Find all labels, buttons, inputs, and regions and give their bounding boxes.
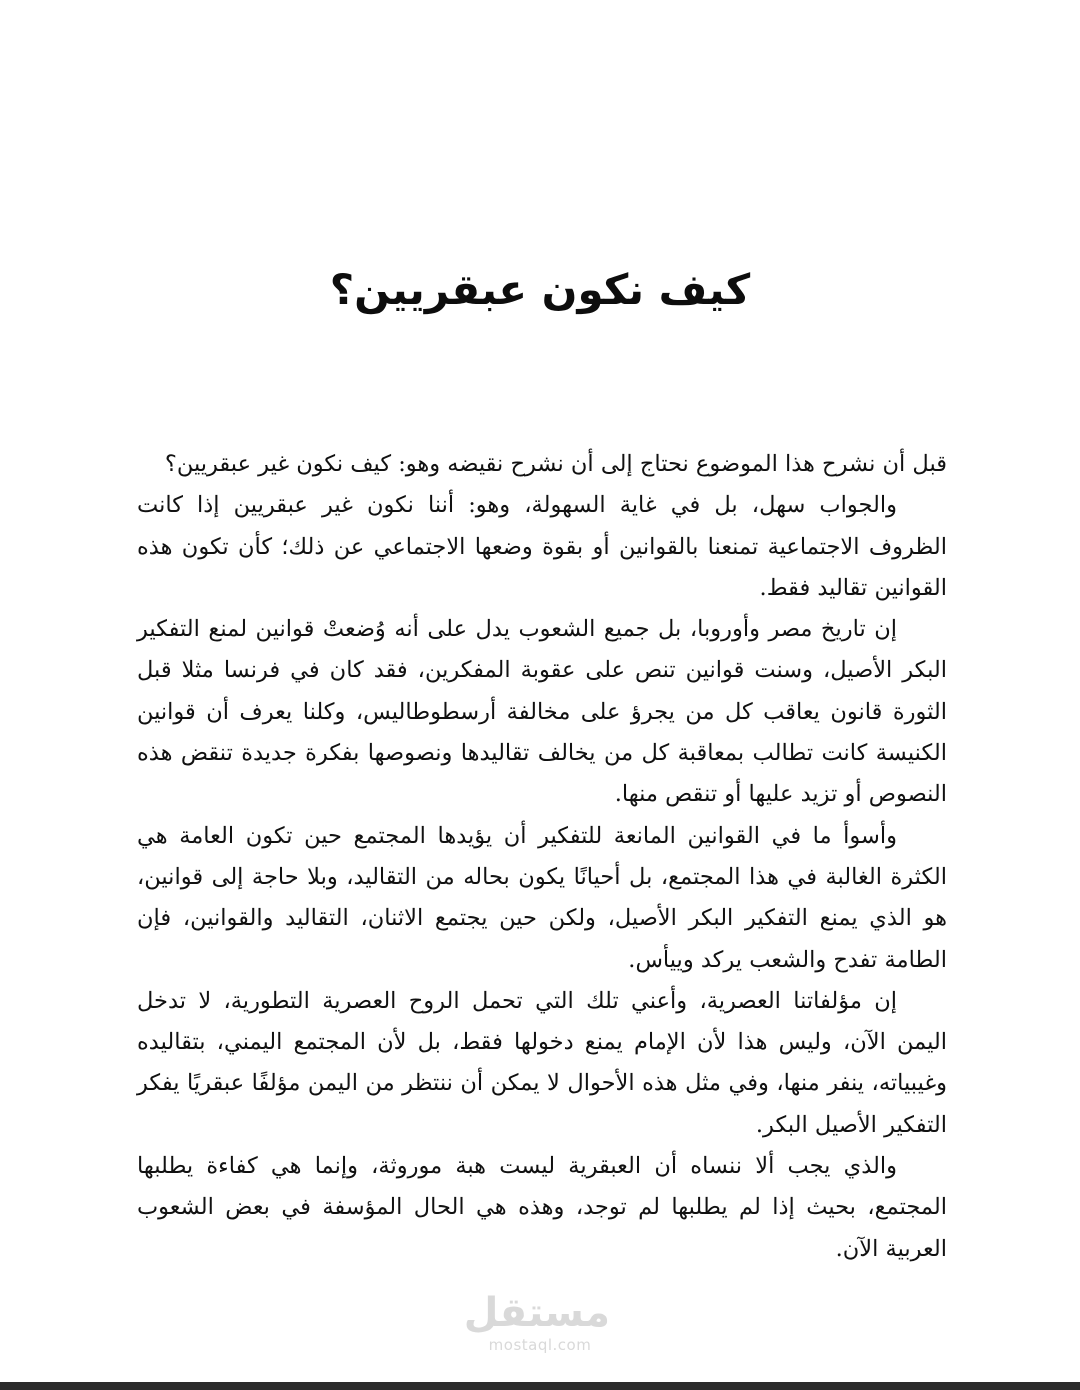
paragraph-5: إن مؤلفاتنا العصرية، وأعني تلك التي تحمل الروح العصرية التطورية، لا تدخل اليمن الآن، وليس هذا لأن الإمام يمنع دخولها فقط، بل لأن المجتمع اليمني، بتقاليده وغيبياته، ينفر منها، وفي مثل هذه الأحوال لا يمكن أن ننتظر من اليمن مؤلفًا عبقريًا يفكر التفكير الأصيل البكر. <box>137 987 947 1138</box>
paragraph-4: وأسوأ ما في القوانين المانعة للتفكير أن يؤيدها المجتمع حين تكون العامة هي الكثرة الغالبة في هذا المجتمع، بل أحيانًا يكون بحاله من التقاليد، وبلا حاجة إلى قوانين، هو الذي يمنع التفكير البكر الأصيل، ولكن حين يجتمع الاثنان، التقاليد والقوانين، فإن الطامة تفدح والشعب يركد وييأس. <box>137 822 947 973</box>
paragraph-6: والذي يجب ألا ننساه أن العبقرية ليست هبة موروثة، وإنما هي كفاءة يطلبها المجتمع، بحيث إذا لم يطلبها لم توجد، وهذه هي الحال المؤسفة في بعض الشعوب العربية الآن. <box>137 1153 947 1262</box>
watermark-domain: mostaql.com <box>488 1336 592 1354</box>
watermark-logo: مستقل <box>463 1290 610 1336</box>
mostaql-watermark <box>463 1290 610 1354</box>
bottom-edge-bar <box>0 1382 1080 1390</box>
article-body <box>137 444 947 1270</box>
page-title: كيف نكون عبقريين؟ <box>329 265 751 314</box>
paragraph-3: إن تاريخ مصر وأوروبا، بل جميع الشعوب يدل على أنه وُضعتْ قوانين لمنع التفكير البكر الأصيل، وسنت قوانين تنص على عقوبة المفكرين، فقد كان في فرنسا مثلا قبل الثورة قانون يعاقب كل من يجرؤ على مخالفة أرسطوطاليس، وكلنا يعرف أن قوانين الكنيسة كانت تطالب بمعاقبة كل من يخالف تقاليدها ونصوصها بفكرة جديدة تنقض هذه النصوص أو تزيد عليها أو تنقص منها. <box>137 616 947 808</box>
paragraph-2: والجواب سهل، بل في غاية السهولة، وهو: أننا نكون غير عبقريين إذا كانت الظروف الاجتماعية تمنعنا بالقوانين أو بقوة وضعها الاجتماعي عن ذلك؛ كأن تكون هذه القوانين تقاليد فقط. <box>137 492 947 601</box>
paragraph-1: قبل أن نشرح هذا الموضوع نحتاج إلى أن نشرح نقيضه وهو: كيف نكون غير عبقريين؟ <box>164 451 947 477</box>
